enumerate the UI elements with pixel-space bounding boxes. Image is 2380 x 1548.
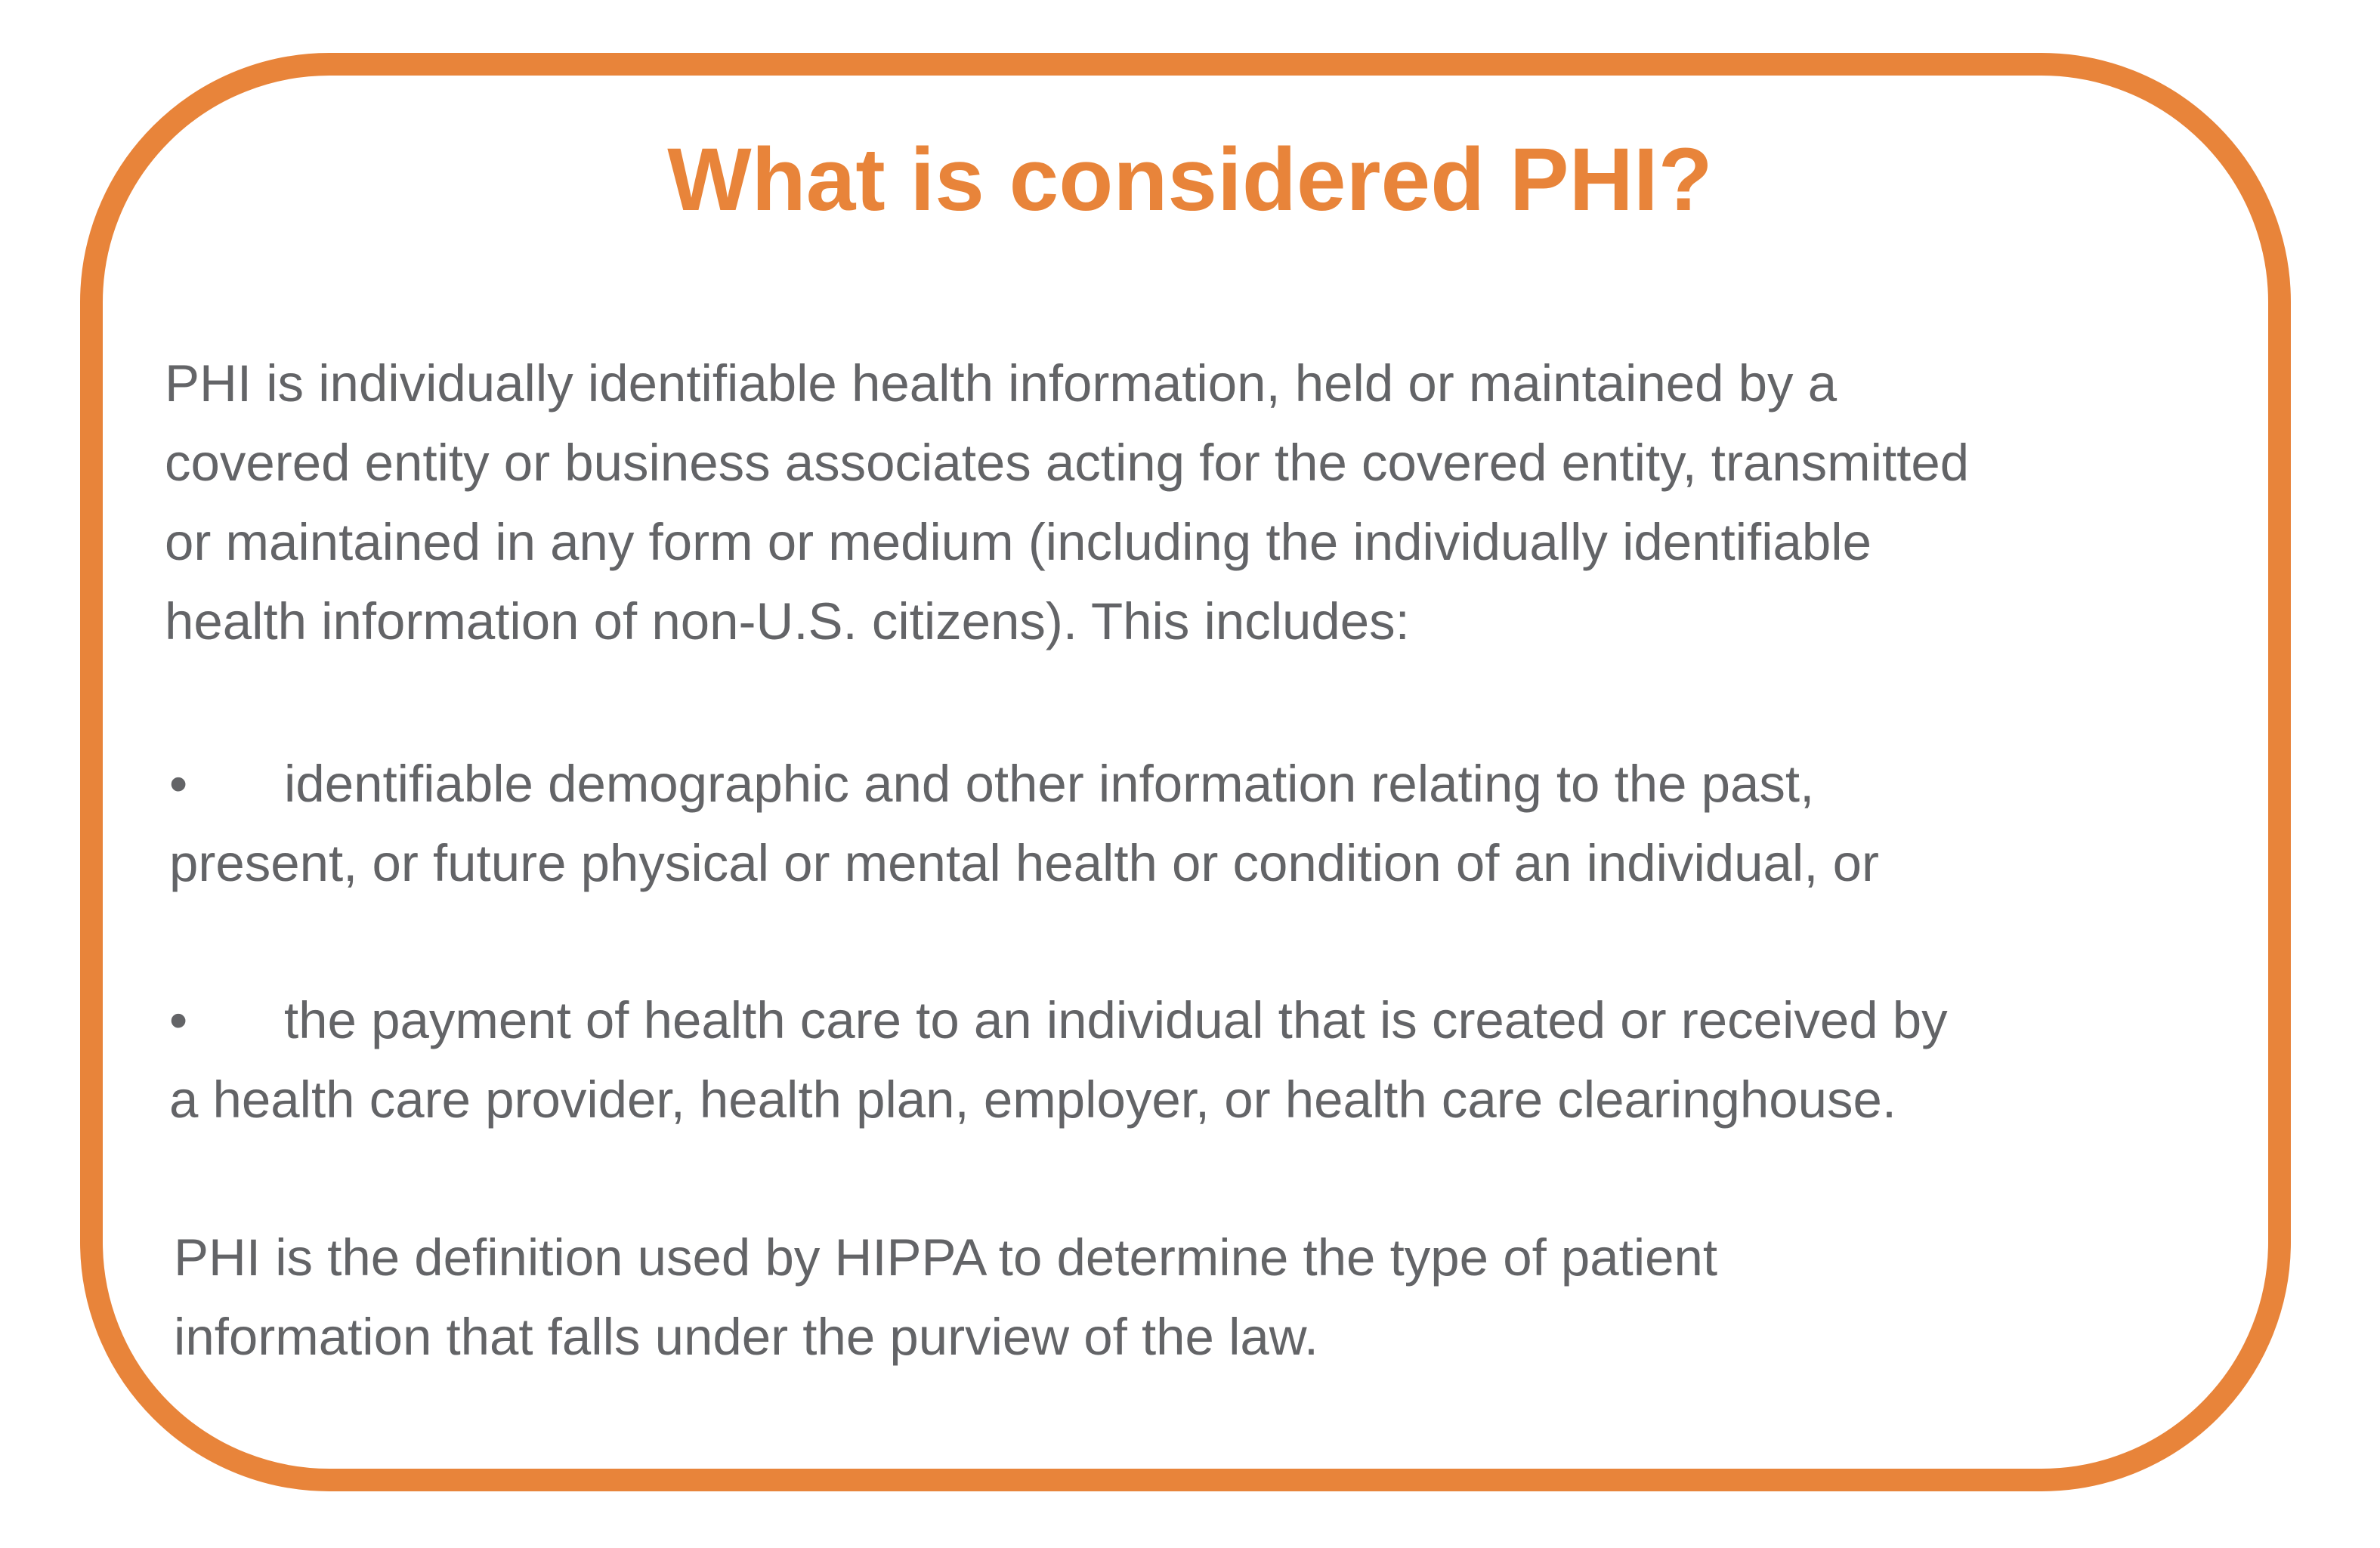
bullet-text: the payment of health care to an individual that is created or received by: [284, 991, 1948, 1049]
closing-paragraph: [174, 1218, 1717, 1377]
intro-paragraph: [165, 344, 1969, 661]
intro-line: PHI is individually identifiable health information, held or maintained by a: [165, 354, 1838, 412]
bullet-item: [169, 981, 1948, 1139]
bullet-icon: •: [169, 991, 188, 1049]
intro-line: or maintained in any form or medium (including the individually identifiable: [165, 513, 1872, 571]
bullet-line: a health care provider, health plan, employer, or health care clearinghouse.: [169, 1071, 1897, 1129]
bullet-text: identifiable demographic and other information relating to the past,: [284, 755, 1815, 813]
closing-line: PHI is the definition used by HIPPA to determine the type of patient: [174, 1228, 1718, 1287]
closing-line: information that falls under the purview of the law.: [174, 1308, 1319, 1366]
bullet-item: [169, 744, 1879, 903]
bullet-line: [169, 744, 1879, 823]
intro-line: covered entity or business associates acting for the covered entity, transmitted: [165, 434, 1970, 492]
bullet-line: [169, 981, 1948, 1060]
page-title: What is considered PHI?: [667, 130, 1713, 230]
bullet-line: present, or future physical or mental health or condition of an individual, or: [169, 834, 1879, 892]
intro-line: health information of non-U.S. citizens). This includes:: [165, 592, 1410, 650]
bullet-icon: •: [169, 755, 188, 813]
